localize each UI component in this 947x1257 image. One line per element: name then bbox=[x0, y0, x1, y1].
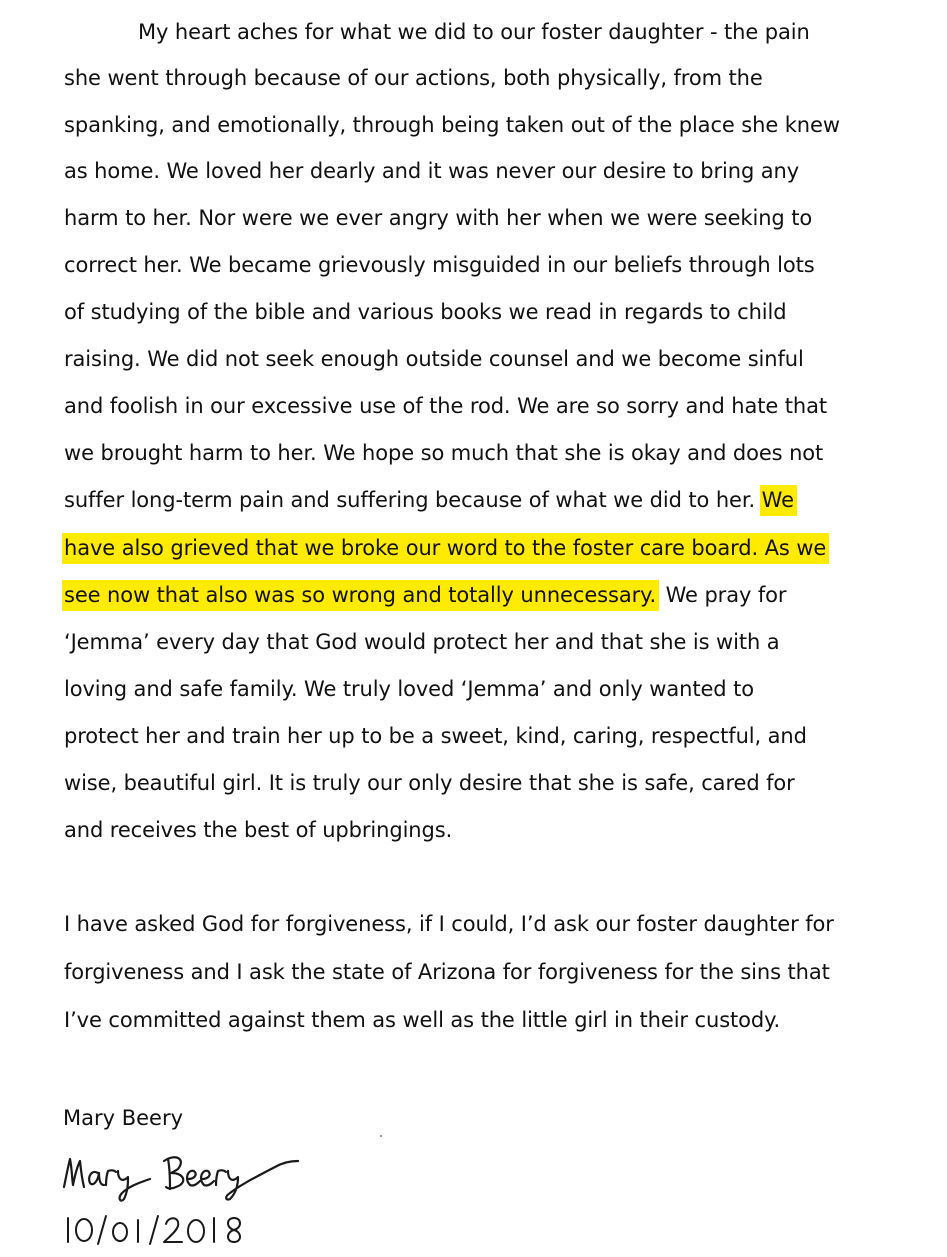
highlighted-text: have also grieved that we broke our word to the foster care board. As we bbox=[62, 533, 829, 564]
plain-text: suffer long-term pain and suffering because of what we did to her. bbox=[64, 488, 756, 512]
plain-text: We pray for bbox=[665, 583, 787, 607]
text-line: spanking, and emotionally, through being taken out of the place she knew bbox=[64, 113, 840, 137]
text-line: we brought harm to her. We hope so much that she is okay and does not bbox=[64, 441, 824, 465]
text-line: she went through because of our actions, both physically, from the bbox=[64, 66, 763, 90]
text-line: raising. We did not seek enough outside counsel and we become sinful bbox=[64, 347, 804, 371]
highlighted-text: We bbox=[760, 485, 797, 516]
text-line: harm to her. Nor were we ever angry with her when we were seeking to bbox=[64, 206, 813, 230]
handwritten-signature-image bbox=[60, 1143, 310, 1203]
text-line: ‘Jemma’ every day that God would protect her and that she is with a bbox=[64, 630, 780, 654]
scan-speck bbox=[380, 1135, 382, 1137]
highlighted-text: see now that also was so wrong and totally unnecessary. bbox=[62, 580, 659, 611]
text-line: protect her and train her up to be a sweet, kind, caring, respectful, and bbox=[64, 724, 807, 748]
text-line: wise, beautiful girl. It is truly our only desire that she is safe, cared for bbox=[64, 771, 795, 795]
text-line bbox=[64, 533, 829, 563]
text-line: loving and safe family. We truly loved ‘Jemma’ and only wanted to bbox=[64, 677, 754, 701]
text-line: forgiveness and I ask the state of Arizona for forgiveness for the sins that bbox=[64, 960, 830, 984]
text-line bbox=[64, 485, 797, 515]
text-line bbox=[64, 580, 786, 610]
text-line: and foolish in our excessive use of the rod. We are so sorry and hate that bbox=[64, 394, 828, 418]
text-line: I have asked God for forgiveness, if I could, I’d ask our foster daughter for bbox=[64, 912, 834, 936]
signature-name: Mary Beery bbox=[63, 1106, 184, 1130]
text-line: and receives the best of upbringings. bbox=[64, 818, 453, 842]
text-line: as home. We loved her dearly and it was never our desire to bring any bbox=[64, 159, 800, 183]
text-line: of studying of the bible and various books we read in regards to child bbox=[64, 300, 787, 324]
handwritten-date-image bbox=[62, 1210, 262, 1250]
text-line: My heart aches for what we did to our foster daughter - the pain bbox=[138, 20, 810, 44]
text-line: I’ve committed against them as well as the little girl in their custody. bbox=[64, 1008, 781, 1032]
text-line: correct her. We became grievously misguided in our beliefs through lots bbox=[64, 253, 815, 277]
